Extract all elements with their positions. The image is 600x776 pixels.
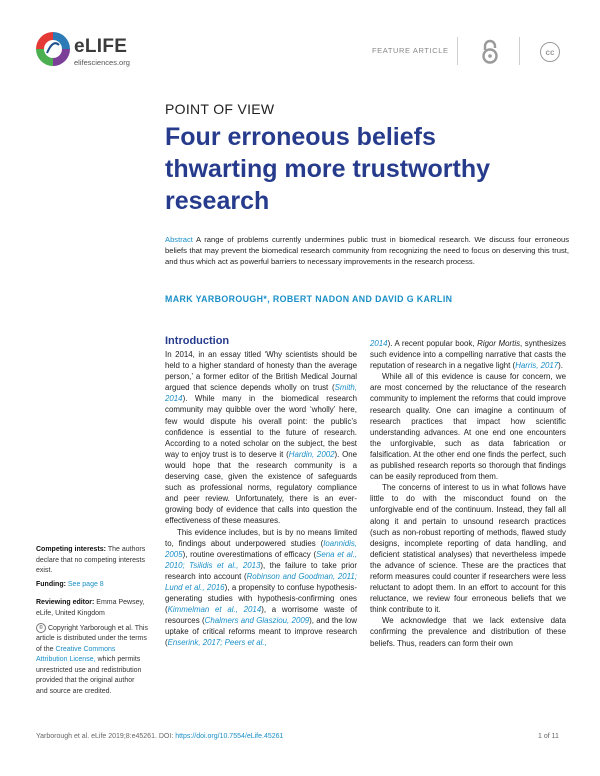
body-column-1 [165,349,357,649]
text-run: ), the failure to take prior research into account ( [165,560,358,581]
funding-label: Funding: [36,581,66,588]
citation-link[interactable]: Ioannidis, 2005 [165,538,357,559]
text-run: ). A recent popular book, [387,339,478,348]
editor-text: Emma Pewsey, eLife, United Kingdom [36,599,145,617]
citation-link[interactable]: Chalmers and Glasziou, 2009 [204,616,310,626]
copyright-text-1: Copyright Yarborough et al. This article is distributed under the terms of the [36,624,148,653]
footer-citation [36,733,283,740]
header-divider-2 [519,37,520,65]
section-label: POINT OF VIEW [165,101,275,117]
citation-link[interactable]: Robinson and Goodman, 2011; Lund et al., 2016 [165,571,357,592]
text-run: In 2014, in an essay titled ‘Why scientists should be held to a higher standard of honesty than the average person,’ a former editor of the British Medical Journal argued that science depends wholly on trust ( [165,350,357,393]
article-title [165,121,565,217]
text-run: This evidence includes, but is by no means limited to, findings about underpowered studies ( [165,527,357,548]
logo-wordmark: eLIFE [74,36,128,57]
competing-label: Competing interests: [36,546,107,553]
paragraph: The concerns of interest to us in what follows have little to do with the misconduct found on the unforgivable end of the continuum. Instead, they fall all along it and pertain to unsound research practices (such as non-robust reporting of methods, flawed study designs, incomplete reporting of data handling, and deficient statistical analyses) that nevertheless impede the advance of science. These are the practices that reform measures could counter if researchers were less reluctant to adopt them. In an effort to account for this reluctance, we review four erroneous beliefs that we think contribute to it. [370,483,566,615]
text-run: ), routine overestimations of efficacy ( [182,549,317,559]
text-run: ). [558,361,563,371]
text-run: ). While many in the biomedical research community may quibble over the word ‘wholly’ here, few would dispute his overall point: the public’s confidence is essential to the future of research. According to a noted scholar on the subject, the best way to enjoy trust is to deserve it ( [165,394,357,459]
citation-link[interactable]: Enserink, 2017; Peers et al., [167,638,267,648]
paragraph [165,527,357,649]
citation-link[interactable]: Kimmelman et al., 2014 [167,605,262,615]
citation-text: Yarborough et al. eLife 2019;8:e45261. [36,733,157,740]
license-link[interactable]: Creative Commons Attribution License, [36,645,116,664]
title-line-1: Four erroneous beliefs [165,123,436,151]
logo-url[interactable]: elifesciences.org [74,58,130,67]
text-run: ), a propensity to confuse hypothesis-generating studies with hypothesis-confirming ones ( [165,582,357,615]
copyright-text-2: which permits unrestricted use and redistribution provided that the original author and source are credited. [36,656,142,695]
title-line-2: thwarting more trustworthy [165,155,491,183]
cc-icon: cc [540,42,560,62]
body-column-2 [370,338,566,649]
citation-link[interactable]: Harris, 2017 [515,361,559,371]
competing-interests [36,545,148,577]
funding-link[interactable]: See page 8 [67,581,104,588]
doi-label: DOI: [158,733,174,740]
header-divider [457,37,458,65]
title-line-3: research [165,187,270,215]
text-run: ), a worrisome waste of resources ( [165,605,358,626]
text-run: ). One would hope that the research community is a deserving case, given the existence of safeguards such as professional norms, regulatory compliance and peer review. Unfortunately, there is an ever-growing body of evidence that calls into question the effectiveness of these measures. [165,449,357,526]
article-type-label: FEATURE ARTICLE [372,46,449,55]
funding [36,580,148,591]
paragraph: We acknowledge that we lack extensive data confirming the prevalence and distribution of these beliefs. Thus, readers can form their own [370,616,566,648]
paragraph [165,349,357,527]
citation-link[interactable]: 2014 [370,339,388,348]
paragraph: While all of this evidence is cause for concern, we are most concerned by the reluctance of the research community to implement the reforms that could improve research quality. One can imagine a continuum of research practices that impact how scientific understanding advances. At one end one encounters the unforgivable, such as data fabrication or falsification. At the other end one finds the perfect, such as published research reports so thorough that findings can be easily reproduced from them. [370,372,566,482]
elife-logo-icon [35,31,71,67]
reviewing-editor [36,598,148,619]
abstract-label: Abstract [165,235,193,244]
abstract [165,234,569,268]
page-number: 1 of 11 [538,733,559,740]
doi-link[interactable]: https://doi.org/10.7554/eLife.45261 [175,733,284,740]
text-run: ), and the low uptake of critical reforms meant to improve research ( [165,616,357,648]
text-run: , synthesizes such evidence into a compelling narrative that casts the reputation of research in a negative light ( [370,339,567,371]
copyright-notice [36,623,148,697]
competing-text: The authors declare that no competing interests exist. [36,546,146,574]
citation-link[interactable]: Sena et al., 2010; Tsilidis et al., 2013 [165,549,358,570]
editor-label: Reviewing editor: [36,599,95,606]
book-title: Rigor Mortis [477,339,521,348]
abstract-text: A range of problems currently undermines public trust in biomedical research. We discuss four erroneous beliefs that may prevent the biomedical research community from recognizing the need to focus on deserving this trust, and thus which act as powerful barriers to necessary improvements in the research process. [165,235,569,267]
citation-link[interactable]: Hardin, 2002 [288,449,335,459]
paragraph [370,338,566,371]
open-access-icon [476,38,504,66]
author-list[interactable]: MARK YARBOROUGH*, ROBERT NADON AND DAVID G KARLIN [165,294,453,304]
copyright-icon: © [36,623,46,633]
introduction-heading: Introduction [165,335,230,347]
citation-link[interactable]: Smith, 2014 [165,383,357,404]
